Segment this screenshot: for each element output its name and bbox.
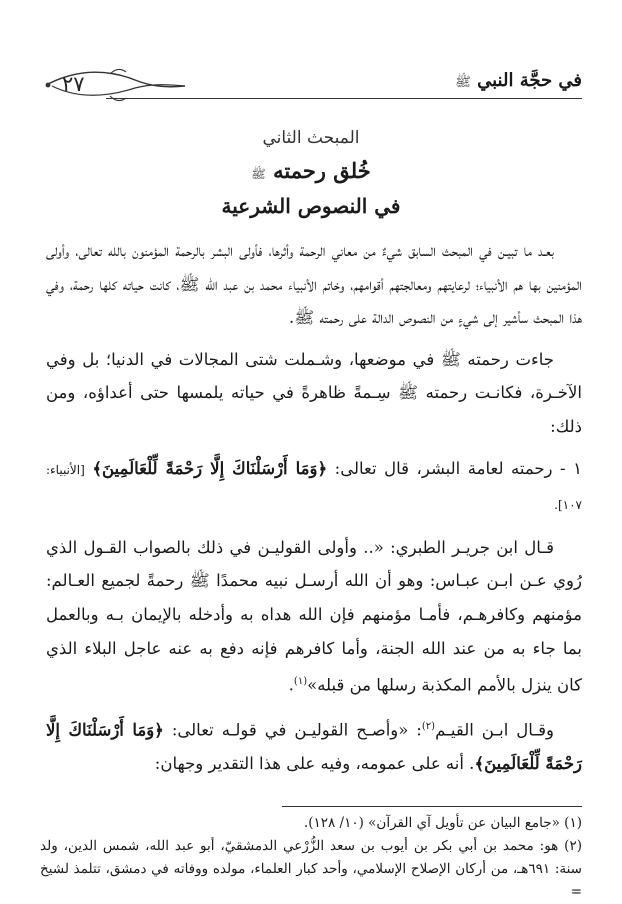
- main-title-honorific: ﷺ: [251, 167, 266, 181]
- paragraph-intro: بعـد ما تبيـن في المبحث السابق شيءٌ من معاني الرحمة وأثرها، فأولى البشر بالرحمة المؤمنون بالله تعالى، وأولى المؤمنين بها هم الأنبياء؛ لرعايتهم ومعالجتهم أقوامهم، وخاتم الأنبياء محمد بن عبد الله ﷺ، كانت حياته كلها رحمة، وفي هذا المبحث سأشير إلى شيءٍ من النصوص الدالة على رحمته ﷺ.: [46, 241, 582, 328]
- verse-reference: [الأنبياء: ١٠٧].: [46, 462, 582, 513]
- running-title-honorific: ﷺ: [455, 75, 471, 90]
- ibn-qayyim-end: . أنه على عمومه، وفيه على هذا التقدير وجهان:: [154, 754, 475, 774]
- page-number: ٢٧: [62, 72, 85, 96]
- quran-verse: ﴿وَمَا أَرْسَلْنَاكَ إِلَّا رَحْمَةً لِّلْعَالَمِينَ﴾: [46, 720, 582, 774]
- footnotes: [40, 812, 582, 904]
- footnote-1: (١) «جامع البيان عن تأويل آي القرآن» (١٠/ ١٢٨).: [303, 815, 582, 831]
- page-header: [40, 64, 582, 104]
- tabari-quote-text: قـال ابن جريـر الطبري: «.. وأولى القوليـن في ذلك بالصواب القـول الذي رُوي عـن ابـن عبـاس: وهو أن الله أرسـل نبيه محمدًا ﷺ رحمةً لجميع العـالم: مؤمنهم وكافرهـم، فأمـا مؤمنهم فإن الله هداه به وأدخله بالإيمان بـه وبالعمل بما جاء به من عند الله الجنة، وأما كافرهم فإنه دفع به عنه عاجل البلاء الذي كان ينزل بالأمم المكذبة رسلها من قبله»: [46, 537, 582, 695]
- main-title-text: خُلق رحمته: [273, 158, 371, 183]
- section-label: المبحث الثاني: [262, 128, 360, 148]
- header-rule: [106, 98, 582, 99]
- footnote-marker: (١): [293, 676, 308, 688]
- footnote-rule: [282, 806, 582, 807]
- quran-verse: ﴿وَمَا أَرْسَلْنَاكَ إِلَّا رَحْمَةً لِّلْعَالَمِينَ﴾: [92, 458, 328, 478]
- running-title: [455, 70, 582, 93]
- ibn-qayyim-mid: : «وأصـح القوليـن في قولـه تعالى:: [171, 720, 422, 740]
- paragraph-ibn-qayyim-quote: [46, 710, 582, 781]
- paragraph-tabari-quote: قـال ابن جريـر الطبري: «.. وأولى القوليـن في ذلك بالصواب القـول الذي رُوي عـن ابـن عبـاس: وهو أن الله أرسـل نبيه محمدًا ﷺ رحمةً لجميع العـالم: مؤمنهم وكافرهـم، فأمـا مؤمنهم فإن الله هداه به وأدخله بالإيمان بـه وبالعمل بما جاء به من عند الله الجنة، وأما كافرهم فإنه دفع به عنه عاجل البلاء الذي كان ينزل بالأمم المكذبة رسلها من قبله»$^{(١)}$.: [46, 537, 582, 695]
- sub-title: في النصوص الشرعية: [221, 194, 401, 218]
- footnote-marker: (٢): [421, 721, 436, 733]
- paragraph-scope: جاءت رحمته ﷺ في موضعها، وشـملت شتى المجالات في الدنيا؛ بل وفي الآخـرة، فكانـت رحمته ﷺ سِـمةً ظاهرةً في حياته يلمسها حتى أعداؤه، ومن ذلك:: [46, 349, 582, 436]
- footnote-2: (٢) هو: محمد بن أبي بكر بن أيوب بن سعد الزُّرْعي الدمشقيّ، أبو عبد الله، شمس الدين، ولد سنة: ٦٩١هـ، من أركان الإصلاح الإسلامي، وأحد كبار العلماء، مولده ووفاته في دمشق، تتلمذ لشيخ =: [40, 838, 582, 900]
- running-title-text: في حجَّة النبي: [477, 70, 582, 91]
- main-title: [60, 158, 562, 184]
- point-one-text: ١ - رحمته لعامة البشر، قال تعالى:: [334, 458, 583, 478]
- paragraph-point-one: [46, 452, 582, 523]
- ibn-qayyim-intro: وقـال ابـن القيـم: [435, 720, 554, 740]
- body-text: [46, 234, 582, 781]
- section-heading: [60, 128, 562, 218]
